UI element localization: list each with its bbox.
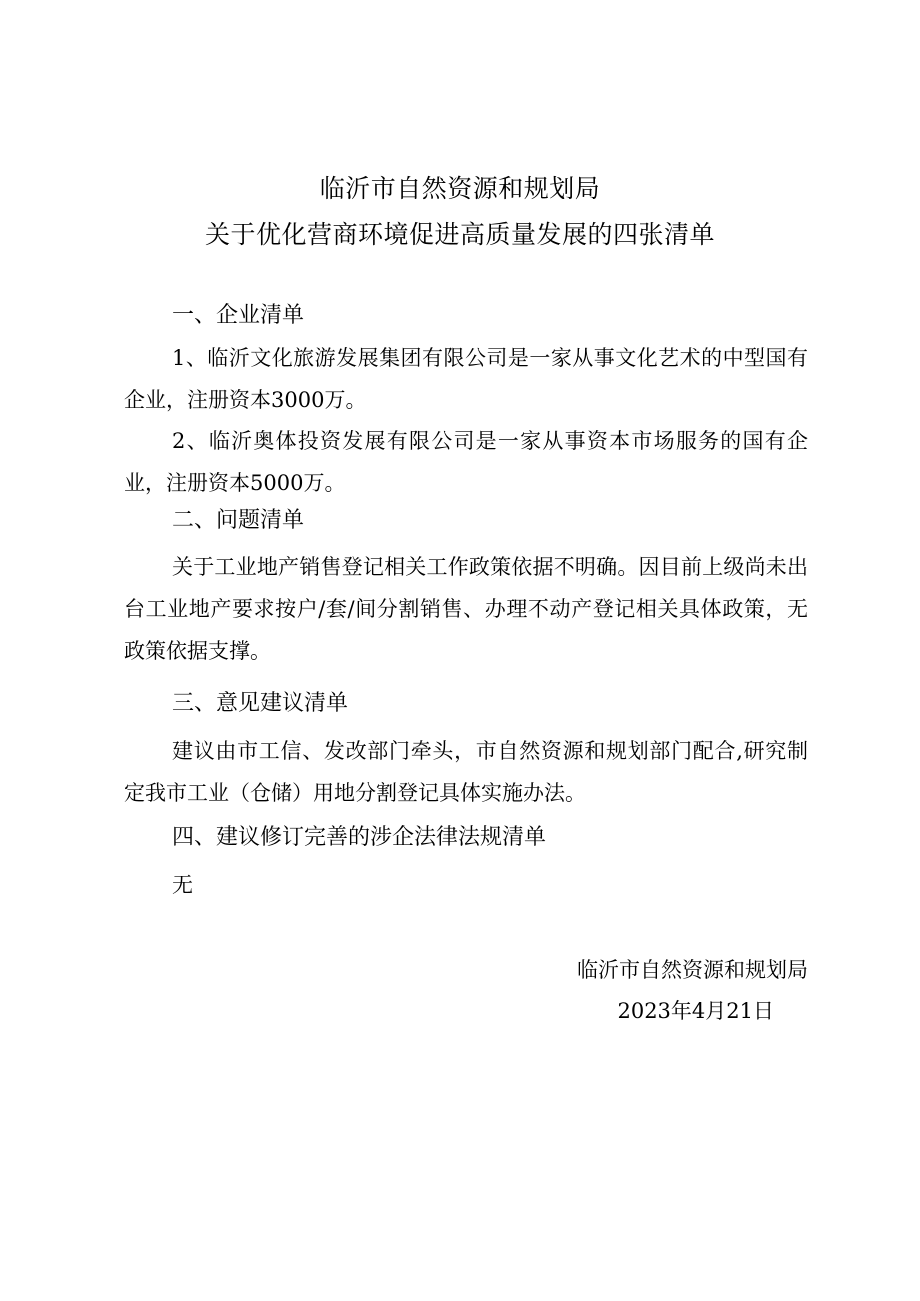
section-heading-enterprise-list: 一、企业清单 (172, 303, 305, 328)
section-heading-law-revision-list: 四、建议修订完善的涉企法律法规清单 (172, 825, 547, 850)
document-title-line1: 临沂市自然资源和规划局 (319, 174, 601, 203)
enterprise-item-2: 2、临沂奥体投资发展有限公司是一家从事资本市场服务的国有企业，注册资本5000万。 (124, 429, 808, 495)
signature-date: 2023年4月21日 (617, 999, 774, 1023)
signature-organization: 临沂市自然资源和规划局 (577, 958, 808, 982)
law-revision-paragraph: 无 (172, 873, 193, 897)
problem-paragraph: 关于工业地产销售登记相关工作政策依据不明确。因目前上级尚未出台工业地产要求按户/套/间分割销售、办理不动产登记相关具体政策，无政策依据支撑。 (124, 555, 808, 663)
section-heading-suggestion-list: 三、意见建议清单 (172, 691, 349, 716)
enterprise-item-1: 1、临沂文化旅游发展集团有限公司是一家从事文化艺术的中型国有企业，注册资本3000万。 (124, 346, 808, 412)
document-title-line2: 关于优化营商环境促进高质量发展的四张清单 (204, 220, 715, 249)
section-heading-problem-list: 二、问题清单 (172, 508, 305, 533)
suggestion-paragraph: 建议由市工信、发改部门牵头，市自然资源和规划部门配合,研究制定我市工业（仓储）用地分割登记具体实施办法。 (124, 739, 808, 805)
